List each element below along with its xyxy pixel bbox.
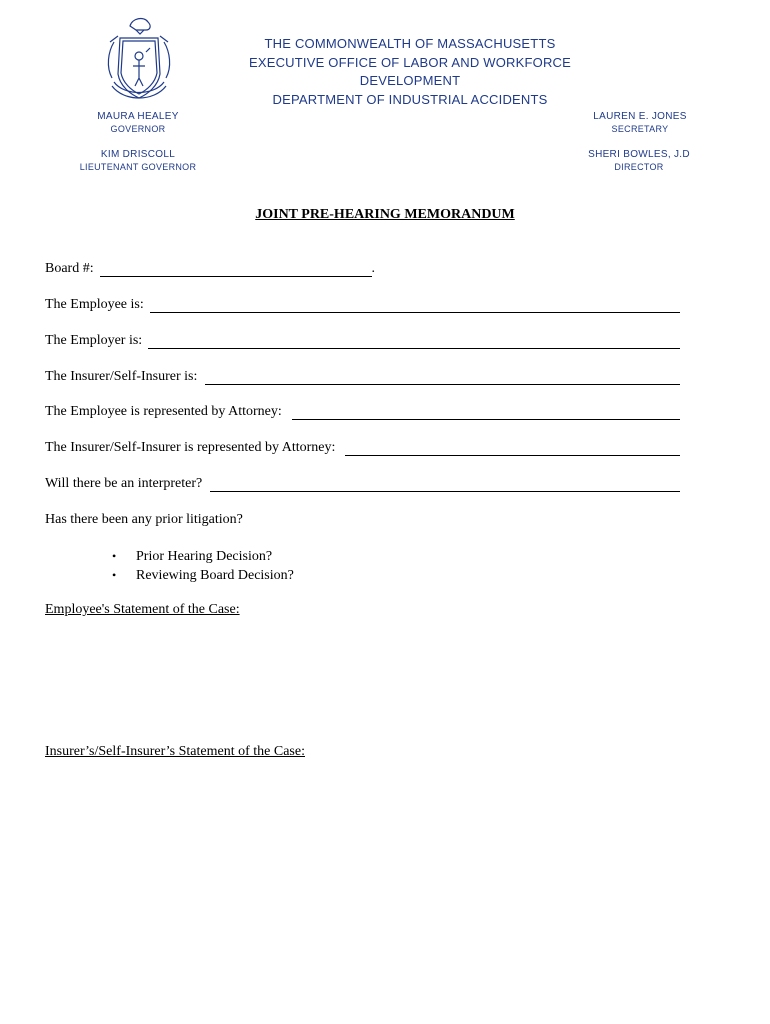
board-number-suffix: . xyxy=(371,261,375,276)
director-block xyxy=(580,148,698,174)
board-number-label: Board #: xyxy=(45,261,94,276)
reviewing-board-decision-text: Reviewing Board Decision? xyxy=(136,568,294,583)
insurer-attorney-field[interactable] xyxy=(345,441,680,456)
director-name: SHERI BOWLES, J.D xyxy=(588,149,690,160)
board-number-field[interactable] xyxy=(100,262,372,277)
agency-line-commonwealth: THE COMMONWEALTH OF MASSACHUSETTS xyxy=(264,36,556,51)
secretary-title: SECRETARY xyxy=(611,124,669,134)
employee-row xyxy=(45,295,680,313)
interpreter-field[interactable] xyxy=(210,477,680,492)
insurer-statement-heading: Insurer’s/Self-Insurer’s Statement of the Case: xyxy=(45,744,305,759)
lt-governor-name: KIM DRISCOLL xyxy=(100,149,176,160)
board-number-row xyxy=(45,259,375,277)
prior-litigation-list xyxy=(112,547,294,585)
massachusetts-seal-icon xyxy=(100,12,178,106)
agency-line-executive-office: EXECUTIVE OFFICE OF LABOR AND WORKFORCE DEVELOPMENT xyxy=(248,54,571,88)
agency-line-department: DEPARTMENT OF INDUSTRIAL ACCIDENTS xyxy=(272,91,548,107)
employee-statement-area[interactable] xyxy=(45,625,680,735)
governor-block xyxy=(80,110,196,136)
employee-field[interactable] xyxy=(150,298,680,313)
insurer-attorney-label: The Insurer/Self-Insurer is represented by Attorney: xyxy=(45,440,336,455)
interpreter-row xyxy=(45,474,680,492)
employee-attorney-row xyxy=(45,402,680,420)
insurer-label: The Insurer/Self-Insurer is: xyxy=(45,369,198,384)
memo-title: JOINT PRE-HEARING MEMORANDUM xyxy=(255,207,515,222)
list-item xyxy=(112,566,294,585)
agency-header xyxy=(200,35,620,109)
lt-governor-block xyxy=(70,148,206,174)
employee-attorney-label: The Employee is represented by Attorney: xyxy=(45,404,282,419)
bullet-icon: • xyxy=(112,549,117,563)
governor-name: MAURA HEALEY xyxy=(97,111,179,122)
prior-hearing-decision-text: Prior Hearing Decision? xyxy=(136,549,273,564)
employer-row xyxy=(45,331,680,349)
employee-statement-heading: Employee's Statement of the Case: xyxy=(45,602,240,617)
interpreter-label: Will there be an interpreter? xyxy=(45,476,203,491)
employee-label: The Employee is: xyxy=(45,297,144,312)
insurer-statement-area[interactable] xyxy=(45,768,680,968)
prior-litigation-row xyxy=(45,510,680,528)
insurer-field[interactable] xyxy=(205,370,680,385)
employee-attorney-field[interactable] xyxy=(292,405,680,420)
list-item xyxy=(112,547,294,566)
insurer-row xyxy=(45,367,680,385)
governor-title: GOVERNOR xyxy=(110,124,166,134)
lt-governor-title: LIEUTENANT GOVERNOR xyxy=(79,162,197,172)
insurer-attorney-row xyxy=(45,438,680,456)
employer-field[interactable] xyxy=(148,334,680,349)
prior-litigation-label: Has there been any prior litigation? xyxy=(45,512,243,527)
secretary-name: LAUREN E. JONES xyxy=(593,111,687,122)
bullet-icon: • xyxy=(112,568,117,582)
secretary-block xyxy=(585,110,695,136)
director-title: DIRECTOR xyxy=(614,162,664,172)
employer-label: The Employer is: xyxy=(45,333,143,348)
